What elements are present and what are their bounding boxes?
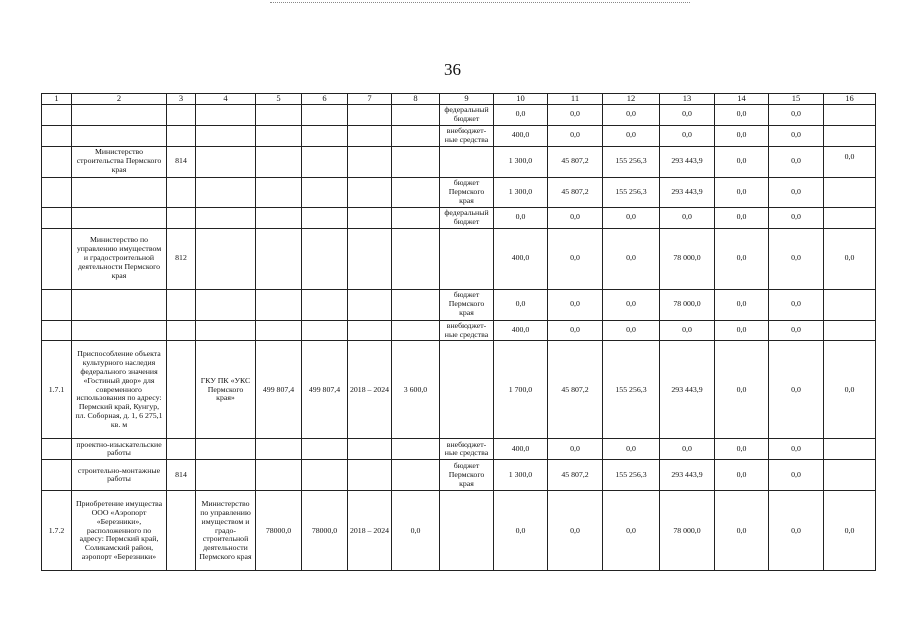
cell-col-4: ГКУ ПК «УКС Пермского края»: [196, 341, 256, 439]
cell-col-6: [302, 460, 348, 491]
cell-col-12: 0,0: [603, 320, 660, 341]
cell-col-9: внебюджет-ные средства: [440, 439, 494, 460]
cell-col-13: 0,0: [660, 125, 715, 146]
table-row: [42, 207, 876, 228]
cell-col-2: проектно-изыскательские работы: [72, 439, 167, 460]
table-row: [42, 146, 876, 177]
cell-col-7: 2018 – 2024: [348, 491, 392, 571]
cell-col-14: 0,0: [715, 491, 769, 571]
cell-col-12: 0,0: [603, 439, 660, 460]
cell-col-8: [392, 228, 440, 289]
cell-col-3: [167, 439, 196, 460]
col-header: 6: [302, 94, 348, 105]
cell-col-6: [302, 439, 348, 460]
cell-col-5: 499 807,4: [256, 341, 302, 439]
cell-col-16: 0,0: [824, 146, 876, 177]
cell-col-5: [256, 228, 302, 289]
cell-col-7: [348, 439, 392, 460]
cell-col-4: Министерство по управлению имуществом и градо-строительной деятельности Пермского края: [196, 491, 256, 571]
cell-col-10: 400,0: [494, 125, 548, 146]
cell-col-16: [824, 320, 876, 341]
cell-col-12: 0,0: [603, 491, 660, 571]
cell-col-1: [42, 228, 72, 289]
cell-col-11: 0,0: [548, 289, 603, 320]
cell-col-7: [348, 104, 392, 125]
cell-col-11: 0,0: [548, 125, 603, 146]
col-header: 3: [167, 94, 196, 105]
col-header: 5: [256, 94, 302, 105]
cell-col-11: 45 807,2: [548, 146, 603, 177]
cell-col-10: 0,0: [494, 491, 548, 571]
cell-col-4: [196, 125, 256, 146]
cell-col-5: [256, 146, 302, 177]
cell-col-6: 499 807,4: [302, 341, 348, 439]
cell-col-16: [824, 207, 876, 228]
cell-col-14: 0,0: [715, 104, 769, 125]
cell-col-7: [348, 228, 392, 289]
cell-col-7: [348, 177, 392, 207]
cell-col-1: [42, 104, 72, 125]
cell-col-16: 0,0: [824, 491, 876, 571]
cell-col-15: 0,0: [769, 207, 824, 228]
cell-col-4: [196, 177, 256, 207]
cell-col-2: строительно-монтажные работы: [72, 460, 167, 491]
cell-col-5: [256, 460, 302, 491]
cell-col-1: 1.7.1: [42, 341, 72, 439]
cell-col-16: [824, 439, 876, 460]
cell-col-15: 0,0: [769, 460, 824, 491]
cell-col-16: [824, 289, 876, 320]
cell-col-9: федеральный бюджет: [440, 104, 494, 125]
cell-col-14: 0,0: [715, 460, 769, 491]
col-header: 14: [715, 94, 769, 105]
cell-col-12: 0,0: [603, 289, 660, 320]
table-row: [42, 125, 876, 146]
cell-col-1: [42, 125, 72, 146]
cell-col-4: [196, 439, 256, 460]
col-header: 11: [548, 94, 603, 105]
cell-col-7: [348, 320, 392, 341]
cell-col-4: [196, 228, 256, 289]
cell-col-13: 293 443,9: [660, 146, 715, 177]
cell-col-6: [302, 146, 348, 177]
cell-col-6: [302, 207, 348, 228]
cell-col-13: 0,0: [660, 207, 715, 228]
cell-col-11: 0,0: [548, 207, 603, 228]
cell-col-3: [167, 289, 196, 320]
cell-col-2: [72, 320, 167, 341]
cell-col-12: 0,0: [603, 228, 660, 289]
cell-col-8: 0,0: [392, 491, 440, 571]
table-row: [42, 104, 876, 125]
cell-col-11: 0,0: [548, 104, 603, 125]
cell-col-12: 155 256,3: [603, 460, 660, 491]
col-header: 4: [196, 94, 256, 105]
cell-col-9: бюджет Пермского края: [440, 460, 494, 491]
cell-col-5: [256, 125, 302, 146]
cell-col-13: 78 000,0: [660, 491, 715, 571]
col-header: 2: [72, 94, 167, 105]
col-header: 13: [660, 94, 715, 105]
cell-col-15: 0,0: [769, 491, 824, 571]
program-table: [41, 93, 876, 571]
col-header: 10: [494, 94, 548, 105]
col-header: 15: [769, 94, 824, 105]
cell-col-3: [167, 207, 196, 228]
cell-col-16: [824, 125, 876, 146]
col-header: 9: [440, 94, 494, 105]
cell-col-1: [42, 207, 72, 228]
cell-col-3: [167, 491, 196, 571]
cell-col-7: [348, 207, 392, 228]
cell-col-13: 0,0: [660, 320, 715, 341]
cell-col-12: 0,0: [603, 207, 660, 228]
cell-col-2: Министерство строительства Пермского края: [72, 146, 167, 177]
cell-col-4: [196, 207, 256, 228]
cell-col-11: 0,0: [548, 320, 603, 341]
cell-col-12: 0,0: [603, 104, 660, 125]
col-header: 1: [42, 94, 72, 105]
cell-col-6: [302, 320, 348, 341]
cell-col-9: внебюджет-ные средства: [440, 125, 494, 146]
cell-col-1: [42, 289, 72, 320]
cell-col-11: 0,0: [548, 228, 603, 289]
cell-col-2: [72, 125, 167, 146]
cell-col-15: 0,0: [769, 228, 824, 289]
cell-col-3: [167, 320, 196, 341]
cell-col-14: 0,0: [715, 207, 769, 228]
col-header: 8: [392, 94, 440, 105]
cell-col-6: [302, 289, 348, 320]
cell-col-7: [348, 125, 392, 146]
table-row: [42, 439, 876, 460]
cell-col-10: 1 700,0: [494, 341, 548, 439]
cell-col-16: [824, 460, 876, 491]
cell-col-2: [72, 177, 167, 207]
cell-col-11: 45 807,2: [548, 341, 603, 439]
cell-col-6: [302, 104, 348, 125]
col-header: 12: [603, 94, 660, 105]
cell-col-11: 0,0: [548, 491, 603, 571]
cell-col-15: 0,0: [769, 341, 824, 439]
cell-col-12: 155 256,3: [603, 177, 660, 207]
cell-col-13: 293 443,9: [660, 341, 715, 439]
table-row: [42, 460, 876, 491]
cell-col-15: 0,0: [769, 320, 824, 341]
cell-col-9: бюджет Пермского края: [440, 177, 494, 207]
cell-col-10: 0,0: [494, 104, 548, 125]
cell-col-10: 1 300,0: [494, 177, 548, 207]
cell-col-14: 0,0: [715, 228, 769, 289]
cell-col-3: [167, 125, 196, 146]
cell-col-15: 0,0: [769, 177, 824, 207]
top-dotted-rule: [270, 2, 690, 3]
cell-col-2: Министерство по управлению имуществом и градостроительной деятельности Пермского края: [72, 228, 167, 289]
cell-col-2: [72, 207, 167, 228]
cell-col-13: 293 443,9: [660, 460, 715, 491]
cell-col-9: федеральный бюджет: [440, 207, 494, 228]
cell-col-10: 1 300,0: [494, 146, 548, 177]
cell-col-8: [392, 177, 440, 207]
page-number: 36: [444, 60, 461, 79]
cell-col-4: [196, 104, 256, 125]
cell-col-4: [196, 320, 256, 341]
cell-col-16: 0,0: [824, 341, 876, 439]
cell-col-9: бюджет Пермского края: [440, 289, 494, 320]
cell-col-6: [302, 125, 348, 146]
cell-col-15: 0,0: [769, 439, 824, 460]
header-row: [42, 94, 876, 105]
cell-col-5: [256, 320, 302, 341]
cell-col-13: 0,0: [660, 104, 715, 125]
cell-col-3: 812: [167, 228, 196, 289]
cell-col-12: 155 256,3: [603, 146, 660, 177]
cell-col-6: 78000,0: [302, 491, 348, 571]
cell-col-3: [167, 104, 196, 125]
cell-col-8: [392, 460, 440, 491]
cell-col-14: 0,0: [715, 125, 769, 146]
cell-col-15: 0,0: [769, 146, 824, 177]
cell-col-12: 155 256,3: [603, 341, 660, 439]
cell-col-4: [196, 146, 256, 177]
cell-col-11: 0,0: [548, 439, 603, 460]
table-row: [42, 320, 876, 341]
cell-col-8: [392, 104, 440, 125]
cell-col-1: [42, 439, 72, 460]
cell-col-2: Приобретение имущества ООО «Аэропорт «Березники», расположенного по адресу: Пермский край, Соликамский район, аэропорт «Березники»: [72, 491, 167, 571]
cell-col-3: 814: [167, 460, 196, 491]
cell-col-15: 0,0: [769, 289, 824, 320]
table-row: [42, 289, 876, 320]
cell-col-1: 1.7.2: [42, 491, 72, 571]
table-row: [42, 228, 876, 289]
cell-col-10: 1 300,0: [494, 460, 548, 491]
cell-col-5: 78000,0: [256, 491, 302, 571]
cell-col-8: [392, 146, 440, 177]
cell-col-14: 0,0: [715, 320, 769, 341]
cell-col-9: [440, 228, 494, 289]
cell-col-1: [42, 320, 72, 341]
cell-col-15: 0,0: [769, 104, 824, 125]
cell-col-1: [42, 460, 72, 491]
cell-col-4: [196, 460, 256, 491]
cell-col-5: [256, 207, 302, 228]
cell-col-14: 0,0: [715, 341, 769, 439]
cell-col-8: [392, 289, 440, 320]
cell-col-3: 814: [167, 146, 196, 177]
cell-col-9: [440, 341, 494, 439]
cell-col-11: 45 807,2: [548, 177, 603, 207]
cell-col-3: [167, 341, 196, 439]
table-row: [42, 341, 876, 439]
cell-col-10: 0,0: [494, 289, 548, 320]
cell-col-9: внебюджет-ные средства: [440, 320, 494, 341]
table-row: [42, 177, 876, 207]
cell-col-2: [72, 289, 167, 320]
cell-col-12: 0,0: [603, 125, 660, 146]
cell-col-8: 3 600,0: [392, 341, 440, 439]
cell-col-11: 45 807,2: [548, 460, 603, 491]
cell-col-10: 400,0: [494, 439, 548, 460]
cell-col-15: 0,0: [769, 125, 824, 146]
cell-col-5: [256, 177, 302, 207]
cell-col-14: 0,0: [715, 439, 769, 460]
cell-col-7: 2018 – 2024: [348, 341, 392, 439]
cell-col-16: 0,0: [824, 228, 876, 289]
cell-col-1: [42, 146, 72, 177]
cell-col-10: 400,0: [494, 228, 548, 289]
cell-col-14: 0,0: [715, 146, 769, 177]
cell-col-2: [72, 104, 167, 125]
cell-col-8: [392, 439, 440, 460]
cell-col-13: 293 443,9: [660, 177, 715, 207]
cell-col-13: 0,0: [660, 439, 715, 460]
cell-col-13: 78 000,0: [660, 228, 715, 289]
cell-col-2: Приспособление объекта культурного наследия федерального значения «Гостиный двор» для современного использования по адресу: Пермский край, Кунгур, пл. Соборная, д. 1, 6 275,1 кв. м: [72, 341, 167, 439]
cell-col-16: [824, 104, 876, 125]
col-header: 16: [824, 94, 876, 105]
cell-col-8: [392, 125, 440, 146]
cell-col-10: 400,0: [494, 320, 548, 341]
cell-col-7: [348, 460, 392, 491]
cell-col-5: [256, 104, 302, 125]
cell-col-14: 0,0: [715, 177, 769, 207]
cell-col-6: [302, 228, 348, 289]
col-header: 7: [348, 94, 392, 105]
cell-col-3: [167, 177, 196, 207]
cell-col-5: [256, 289, 302, 320]
cell-col-8: [392, 207, 440, 228]
cell-col-9: [440, 491, 494, 571]
cell-col-13: 78 000,0: [660, 289, 715, 320]
cell-col-10: 0,0: [494, 207, 548, 228]
cell-col-7: [348, 289, 392, 320]
cell-col-8: [392, 320, 440, 341]
cell-col-7: [348, 146, 392, 177]
table-row: [42, 491, 876, 571]
cell-col-5: [256, 439, 302, 460]
cell-col-1: [42, 177, 72, 207]
cell-col-4: [196, 289, 256, 320]
cell-col-14: 0,0: [715, 289, 769, 320]
cell-col-9: [440, 146, 494, 177]
cell-col-6: [302, 177, 348, 207]
cell-col-16: [824, 177, 876, 207]
